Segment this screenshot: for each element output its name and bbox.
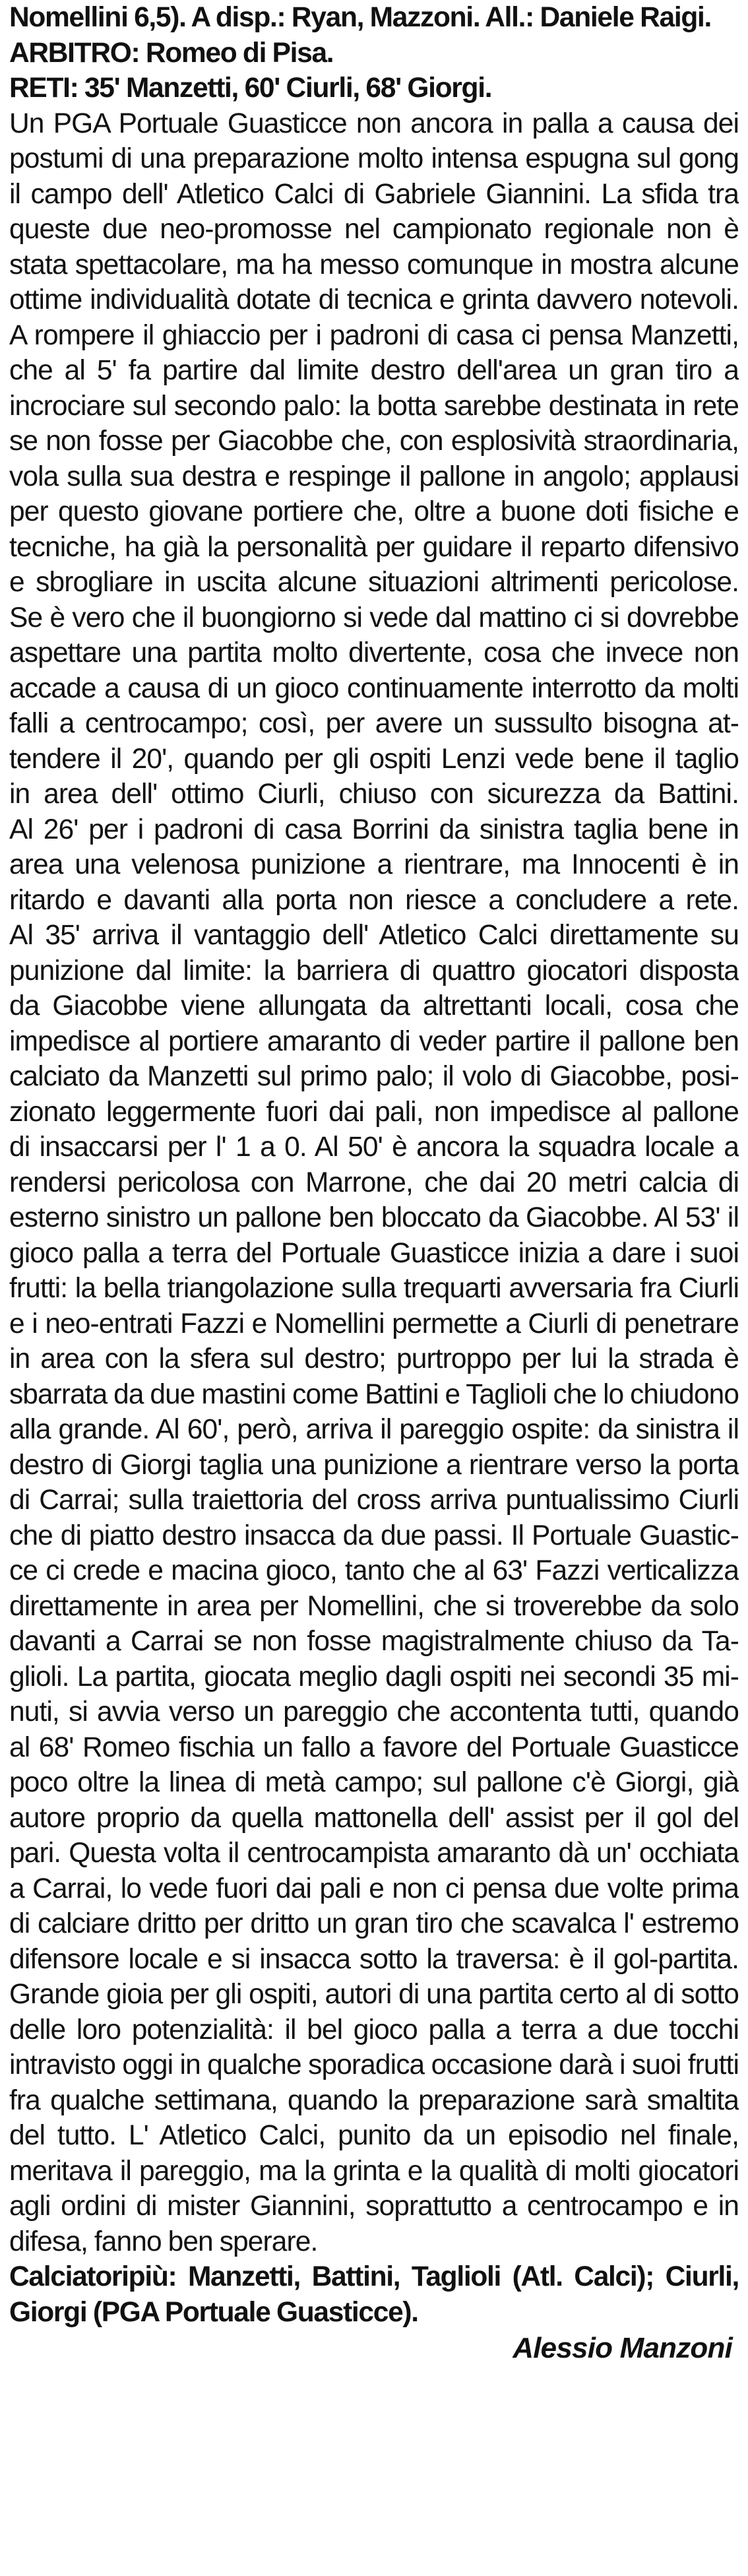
- line: impedisce al portiere amaranto di veder partire il pallone ben: [9, 1025, 739, 1057]
- line: per questo giovane portiere che, oltre a buone doti fisiche e: [9, 496, 739, 527]
- line: agli ordini di mister Giannini, soprattutto a centrocampo e in: [9, 2191, 739, 2222]
- line: pari. Questa volta il centrocampista amaranto dà un' occhiata: [9, 1838, 739, 1869]
- match-details: [9, 0, 739, 106]
- line: di insaccarsi per l' 1 a 0. Al 50' è ancora la squadra locale a: [9, 1132, 739, 1163]
- line: punizione dal limite: la barriera di quattro giocatori disposta: [9, 955, 739, 986]
- line: direttamente in area per Nomellini, che si troverebbe da solo: [9, 1590, 739, 1622]
- line: stata spettacolare, ma ha messo comunque in mostra alcune: [9, 249, 739, 280]
- line: Calciatoripiù: Manzetti, Battini, Taglioli (Atl. Calci); Ciurli,: [9, 2261, 739, 2292]
- line: Grande gioia per gli ospiti, autori di una partita certo al di sotto: [9, 1979, 739, 2010]
- line: meritava il pareggio, ma la grinta e la qualità di molti giocatori: [9, 2155, 739, 2187]
- line: da Giacobbe viene allungata da altrettanti locali, cosa che: [9, 990, 739, 1021]
- line: ce ci crede e macina gioco, tanto che al 63' Fazzi verticalizza: [9, 1555, 739, 1586]
- line: Al 35' arriva il vantaggio dell' Atletico Calci direttamente su: [9, 920, 739, 951]
- line: fra qualche settimana, quando la preparazione sarà smaltita: [9, 2084, 739, 2116]
- line: Al 26' per i padroni di casa Borrini da sinistra taglia bene in: [9, 814, 739, 845]
- line: esterno sinistro un pallone ben bloccato da Giacobbe. Al 53' il: [9, 1202, 739, 1233]
- line: al 68' Romeo fischia un fallo a favore del Portuale Guasticce: [9, 1731, 739, 1763]
- author-signature: Alessio Manzoni: [513, 2332, 732, 2364]
- line: aspettare una partita molto divertente, cosa che invece non: [9, 637, 739, 668]
- line: A rompere il ghiaccio per i padroni di casa ci pensa Manzetti,: [9, 319, 739, 351]
- line: Nomellini 6,5). A disp.: Ryan, Mazzoni. All.: Daniele Raigi.: [9, 2, 712, 33]
- line: Giorgi (PGA Portuale Guasticce).: [9, 2296, 418, 2328]
- line: ottime individualità dotate di tecnica e grinta davvero notevoli.: [9, 284, 739, 315]
- line: accade a causa di un gioco continuamente interrotto da molti: [9, 672, 739, 704]
- article-body: [9, 106, 739, 2260]
- line: Se è vero che il buongiorno si vede dal mattino ci si dovrebbe: [9, 602, 739, 633]
- line: che di piatto destro insacca da due passi. Il Portuale Guastic-: [9, 1520, 739, 1551]
- article-column: [9, 0, 739, 2367]
- line: in area con la sfera sul destro; purtroppo per lui la strada è: [9, 1343, 739, 1374]
- line: alla grande. Al 60', però, arriva il pareggio ospite: da sinistra il: [9, 1414, 739, 1445]
- line: queste due neo-promosse nel campionato regionale non è: [9, 214, 739, 245]
- goals-line: RETI: 35' Manzetti, 60' Ciurli, 68' Giorgi.: [9, 73, 492, 104]
- line: di Carrai; sulla traiettoria del cross arriva puntualissimo Ciurli: [9, 1485, 739, 1516]
- line: destro di Giorgi taglia una punizione a rientrare verso la porta: [9, 1449, 739, 1481]
- line: che al 5' fa partire dal limite destro dell'area un gran tiro a: [9, 355, 739, 386]
- line: area una velenosa punizione a rientrare, ma Innocenti è in: [9, 849, 739, 880]
- line: difensore locale e si insacca sotto la traversa: è il gol-partita.: [9, 1943, 739, 1975]
- line: Un PGA Portuale Guasticce non ancora in palla a causa dei: [9, 108, 739, 139]
- line: vola sulla sua destra e respinge il pallone in angolo; applausi: [9, 461, 739, 492]
- line: sbarrata da due mastini come Battini e Taglioli che lo chiudono: [9, 1378, 739, 1410]
- line: rendersi pericolosa con Marrone, che dai 20 metri calcia di: [9, 1167, 739, 1198]
- line: postumi di una preparazione molto intensa espugna sul gong: [9, 143, 739, 174]
- line: e i neo-entrati Fazzi e Nomellini permette a Ciurli di penetrare: [9, 1308, 739, 1339]
- best-players: [9, 2259, 739, 2330]
- line: ritardo e davanti alla porta non riesce a concludere a rete.: [9, 884, 739, 916]
- referee-line: ARBITRO: Romeo di Pisa.: [9, 37, 334, 69]
- line: tecniche, ha già la personalità per guidare il reparto difensivo: [9, 531, 739, 563]
- cropped-page-marker: [112, 2565, 165, 2576]
- line: falli a centrocampo; così, per avere un sussulto bisogna at-: [9, 708, 739, 739]
- line: difesa, fanno ben sperare.: [9, 2226, 318, 2257]
- line: poco oltre la linea di metà campo; sul pallone c'è Giorgi, già: [9, 1767, 739, 1798]
- line: glioli. La partita, giocata meglio dagli ospiti nei secondi 35 mi-: [9, 1661, 739, 1692]
- line: calciato da Manzetti sul primo palo; il volo di Giacobbe, posi-: [9, 1061, 739, 1092]
- line: e sbrogliare in uscita alcune situazioni altrimenti pericolose.: [9, 567, 739, 598]
- line: zionato leggermente fuori dai pali, non impedisce al pallone: [9, 1096, 739, 1128]
- line: a Carrai, lo vede fuori dai pali e non ci pensa due volte prima: [9, 1873, 739, 1904]
- line: davanti a Carrai se non fosse magistralmente chiuso da Ta-: [9, 1626, 739, 1657]
- line: delle loro potenzialità: il bel gioco palla a terra a due tocchi: [9, 2014, 739, 2045]
- line: incrociare sul secondo palo: la botta sarebbe destinata in rete: [9, 390, 739, 422]
- line: del tutto. L' Atletico Calci, punito da un episodio nel finale,: [9, 2120, 739, 2151]
- line: frutti: la bella triangolazione sulla trequarti avversaria fra Ciurli: [9, 1273, 739, 1304]
- line: autore proprio da quella mattonella dell' assist per il gol del: [9, 1802, 739, 1834]
- line: tendere il 20', quando per gli ospiti Lenzi vede bene il taglio: [9, 743, 739, 775]
- line: in area dell' ottimo Ciurli, chiuso con sicurezza da Battini.: [9, 779, 739, 810]
- line: il campo dell' Atletico Calci di Gabriele Giannini. La sfida tra: [9, 178, 739, 210]
- line: gioco palla a terra del Portuale Guasticce inizia a dare i suoi: [9, 1237, 739, 1269]
- line: nuti, si avvia verso un pareggio che accontenta tutti, quando: [9, 1696, 739, 1727]
- line: di calciare dritto per dritto un gran tiro che scavalca l' estremo: [9, 1908, 739, 1939]
- line: se non fosse per Giacobbe che, con esplosività straordinaria,: [9, 426, 739, 457]
- line: intravisto oggi in qualche sporadica occasione darà i suoi frutti: [9, 2049, 739, 2080]
